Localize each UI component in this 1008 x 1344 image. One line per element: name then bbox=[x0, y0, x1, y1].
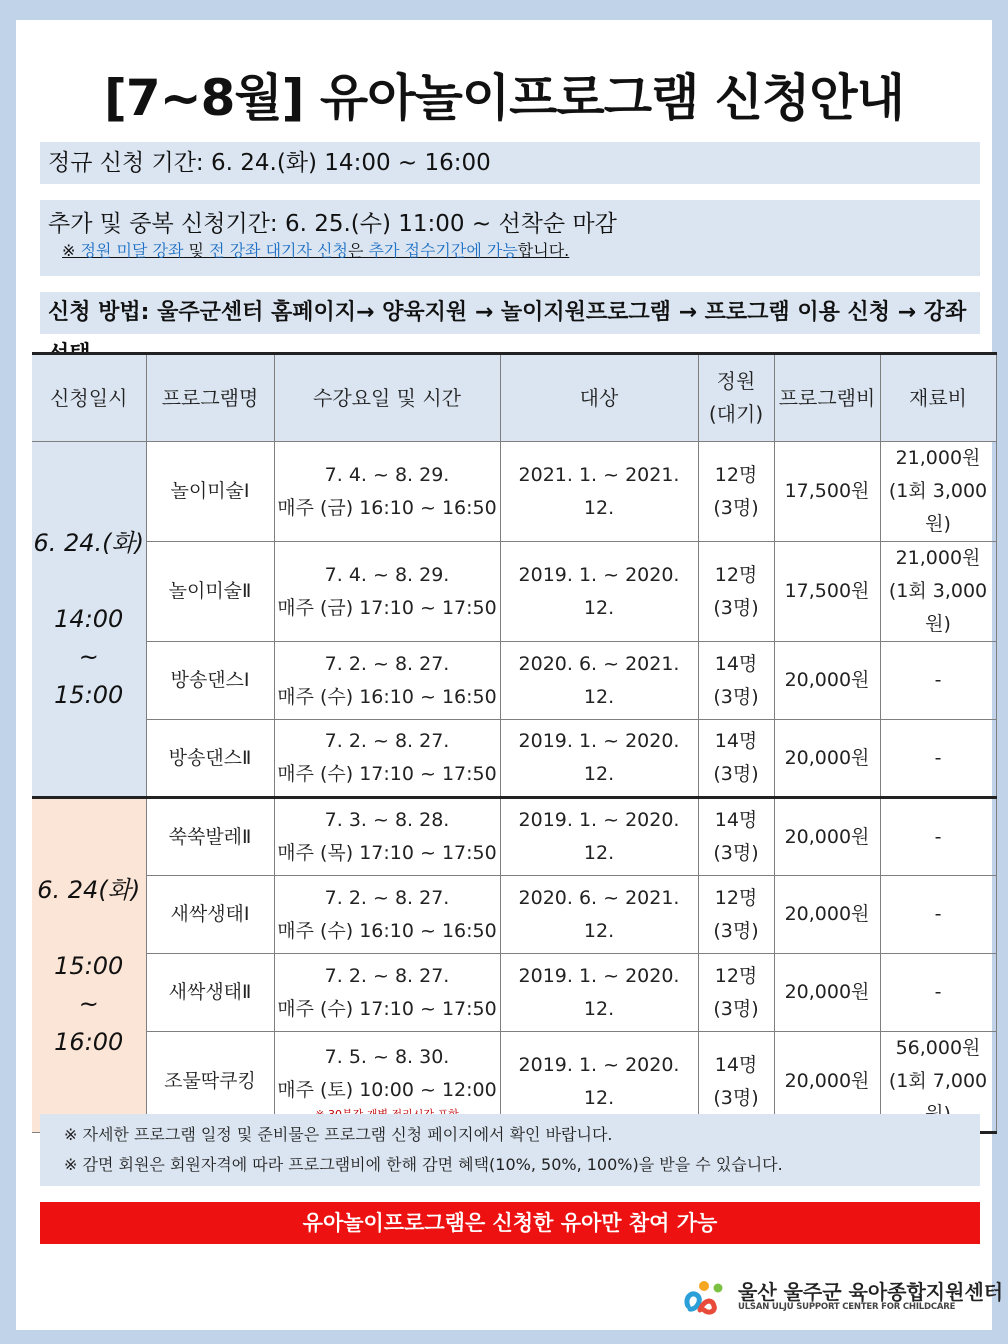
fee: 20,000원 bbox=[774, 954, 880, 1032]
program-name: 쑥쑥발레Ⅱ bbox=[146, 798, 274, 876]
material: 56,000원 bbox=[895, 1037, 981, 1059]
material-cell bbox=[880, 798, 996, 876]
table-row bbox=[32, 442, 996, 542]
period: 7. 4. ~ 8. 29. bbox=[324, 563, 450, 586]
period: 7. 2. ~ 8. 27. bbox=[324, 652, 450, 675]
material-cell bbox=[880, 542, 996, 642]
header-material: 재료비 bbox=[880, 354, 996, 442]
wait: (3명) bbox=[713, 685, 759, 708]
group2-date-cell bbox=[32, 798, 146, 1133]
table-row bbox=[32, 542, 996, 642]
capacity-cell bbox=[698, 954, 774, 1032]
header-program: 프로그램명 bbox=[146, 354, 274, 442]
period: 7. 5. ~ 8. 30. bbox=[324, 1045, 450, 1068]
material-note: (1회 3,000원) bbox=[888, 580, 988, 635]
regular-period-band: 정규 신청 기간: 6. 24.(화) 14:00 ~ 16:00 bbox=[40, 142, 980, 184]
capacity: 14명 bbox=[714, 730, 758, 752]
material-cell bbox=[880, 720, 996, 798]
capacity: 14명 bbox=[714, 652, 758, 675]
notes-box bbox=[40, 1114, 980, 1186]
capacity-cell bbox=[698, 876, 774, 954]
header-target: 대상 bbox=[500, 354, 698, 442]
target: 2019. 1. ~ 2020. 12. bbox=[500, 720, 698, 798]
group1-date: 6. 24.(화) bbox=[33, 529, 145, 557]
center-logo-icon bbox=[682, 1276, 726, 1316]
material: - bbox=[934, 981, 942, 1003]
schedule-cell bbox=[274, 954, 500, 1032]
program-table bbox=[32, 352, 997, 1134]
period: 7. 3. ~ 8. 28. bbox=[324, 809, 450, 831]
material: - bbox=[934, 903, 942, 925]
material: 21,000원 bbox=[895, 447, 981, 469]
group2-time-end: 16:00 bbox=[54, 1027, 124, 1056]
capacity-cell bbox=[698, 798, 774, 876]
note-mark: ※ bbox=[62, 241, 81, 260]
extra-period-note bbox=[48, 239, 980, 263]
time: 매주 (토) 10:00 ~ 12:00 bbox=[277, 1078, 497, 1101]
program-name: 새싹생태Ⅰ bbox=[146, 876, 274, 954]
material-note: (1회 3,000원) bbox=[888, 480, 988, 535]
material-cell bbox=[880, 442, 996, 542]
center-name: 울산 울주군 육아종합지원센터 bbox=[738, 1280, 1004, 1304]
extra-period-band bbox=[40, 200, 980, 276]
target: 2019. 1. ~ 2020. 12. bbox=[500, 1032, 698, 1133]
time: 매주 (수) 17:10 ~ 17:50 bbox=[277, 763, 497, 785]
fee: 20,000원 bbox=[774, 720, 880, 798]
program-name: 방송댄스Ⅱ bbox=[146, 720, 274, 798]
target: 2020. 6. ~ 2021. 12. bbox=[500, 642, 698, 720]
material: - bbox=[934, 669, 942, 691]
material-note: (1회 7,000 bbox=[888, 1070, 988, 1092]
capacity: 12명 bbox=[714, 463, 758, 486]
material-cell bbox=[880, 954, 996, 1032]
target: 2019. 1. ~ 2020. 12. bbox=[500, 542, 698, 642]
time: 매주 (목) 17:10 ~ 17:50 bbox=[277, 842, 497, 864]
note-line: ※ 자세한 프로그램 일정 및 준비물은 프로그램 신청 페이지에서 확인 바랍니다. bbox=[64, 1125, 613, 1144]
note-text-6: 합니다. bbox=[517, 241, 570, 260]
capacity-cell bbox=[698, 720, 774, 798]
material: - bbox=[934, 825, 942, 848]
schedule-cell bbox=[274, 542, 500, 642]
wait: (3명) bbox=[713, 763, 759, 785]
wait: (3명) bbox=[713, 596, 759, 619]
wait: (3명) bbox=[713, 919, 759, 942]
header-capacity-l1: 정원 bbox=[716, 369, 756, 393]
table-header-row bbox=[32, 354, 996, 442]
fee: 17,500원 bbox=[774, 442, 880, 542]
material: 21,000원 bbox=[895, 547, 981, 569]
group2-date: 6. 24(화) bbox=[37, 875, 141, 904]
program-name: 놀이미술Ⅱ bbox=[146, 542, 274, 642]
wait: (3명) bbox=[713, 1086, 759, 1109]
note-line: ※ 감면 회원은 회원자격에 따라 프로그램비에 한해 감면 혜택(10%, 50%, 100%)을 받을 수 있습니다. bbox=[64, 1155, 783, 1174]
note-text-4: 은 bbox=[347, 241, 369, 260]
fee: 17,500원 bbox=[774, 542, 880, 642]
group1-date-cell bbox=[32, 442, 146, 798]
time: 매주 (금) 16:10 ~ 16:50 bbox=[277, 496, 497, 519]
wait: (3명) bbox=[713, 997, 759, 1020]
wait: (3명) bbox=[713, 496, 759, 519]
period: 7. 2. ~ 8. 27. bbox=[324, 730, 450, 752]
time: 매주 (수) 16:10 ~ 16:50 bbox=[277, 685, 497, 708]
note-highlight-1: 정원 미달 강좌 bbox=[80, 241, 184, 260]
material-cell bbox=[880, 876, 996, 954]
period: 7. 2. ~ 8. 27. bbox=[324, 886, 450, 909]
page-title: [7~8월] 유아놀이프로그램 신청안내 bbox=[104, 69, 904, 127]
program-name: 놀이미술Ⅰ bbox=[146, 442, 274, 542]
target: 2021. 1. ~ 2021. 12. bbox=[500, 442, 698, 542]
flyer-sheet bbox=[16, 20, 1004, 1330]
schedule-cell bbox=[274, 798, 500, 876]
program-name: 조물딱쿠킹 bbox=[146, 1032, 274, 1133]
header-capacity-l2: (대기) bbox=[708, 402, 764, 426]
fee: 20,000원 bbox=[774, 642, 880, 720]
fee: 20,000원 bbox=[774, 798, 880, 876]
schedule-cell bbox=[274, 876, 500, 954]
note-highlight-5: 추가 접수기간에 가능 bbox=[368, 241, 518, 260]
time: 매주 (수) 17:10 ~ 17:50 bbox=[277, 997, 497, 1020]
capacity-cell bbox=[698, 442, 774, 542]
header-date: 신청일시 bbox=[32, 354, 146, 442]
capacity-cell bbox=[698, 542, 774, 642]
time: 매주 (금) 17:10 ~ 17:50 bbox=[277, 596, 497, 619]
target: 2019. 1. ~ 2020. 12. bbox=[500, 798, 698, 876]
capacity: 12명 bbox=[714, 886, 758, 909]
center-logo bbox=[682, 1272, 1004, 1322]
note-highlight-3: 전 강좌 대기자 신청 bbox=[209, 241, 348, 260]
schedule-cell bbox=[274, 720, 500, 798]
group1-time-start: 14:00 bbox=[54, 605, 124, 633]
table-body bbox=[32, 442, 996, 1133]
target: 2019. 1. ~ 2020. 12. bbox=[500, 954, 698, 1032]
capacity-cell bbox=[698, 642, 774, 720]
table-row bbox=[32, 720, 996, 798]
group1-tilde: ~ bbox=[78, 643, 99, 671]
extra-period-text: 추가 및 중복 신청기간: 6. 25.(수) 11:00 ~ 선착순 마감 bbox=[48, 211, 617, 237]
application-method-band: 신청 방법: 울주군센터 홈페이지→ 양육지원 → 놀이지원프로그램 → 프로그램 이용 신청 → 강좌 bbox=[40, 292, 980, 334]
table-row bbox=[32, 876, 996, 954]
period: 7. 2. ~ 8. 27. bbox=[324, 964, 450, 987]
table-row bbox=[32, 798, 996, 876]
program-name: 새싹생태Ⅱ bbox=[146, 954, 274, 1032]
group2-tilde: ~ bbox=[78, 989, 99, 1018]
header-capacity bbox=[698, 354, 774, 442]
schedule-cell bbox=[274, 442, 500, 542]
group2-time-start: 15:00 bbox=[54, 951, 124, 980]
material: - bbox=[934, 746, 942, 769]
group1-time-end: 15:00 bbox=[54, 681, 124, 709]
table-row bbox=[32, 954, 996, 1032]
time: 매주 (수) 16:10 ~ 16:50 bbox=[277, 919, 497, 942]
material-cell bbox=[880, 642, 996, 720]
period: 7. 4. ~ 8. 29. bbox=[324, 463, 450, 486]
target: 2020. 6. ~ 2021. 12. bbox=[500, 876, 698, 954]
program-name: 방송댄스Ⅰ bbox=[146, 642, 274, 720]
fee: 20,000원 bbox=[774, 1032, 880, 1133]
capacity: 14명 bbox=[714, 809, 758, 831]
capacity: 12명 bbox=[714, 563, 758, 586]
fee: 20,000원 bbox=[774, 876, 880, 954]
capacity: 12명 bbox=[714, 964, 758, 987]
schedule-cell bbox=[274, 642, 500, 720]
participation-banner: 유아놀이프로그램은 신청한 유아만 참여 가능 bbox=[40, 1202, 980, 1244]
header-fee: 프로그램비 bbox=[774, 354, 880, 442]
center-name-english: ULSAN ULJU SUPPORT CENTER FOR CHILDCARE bbox=[738, 1302, 956, 1312]
note-text-2: 및 bbox=[183, 241, 210, 260]
wait: (3명) bbox=[713, 842, 759, 864]
capacity: 14명 bbox=[714, 1053, 758, 1076]
table-row bbox=[32, 642, 996, 720]
header-schedule: 수강요일 및 시간 bbox=[274, 354, 500, 442]
